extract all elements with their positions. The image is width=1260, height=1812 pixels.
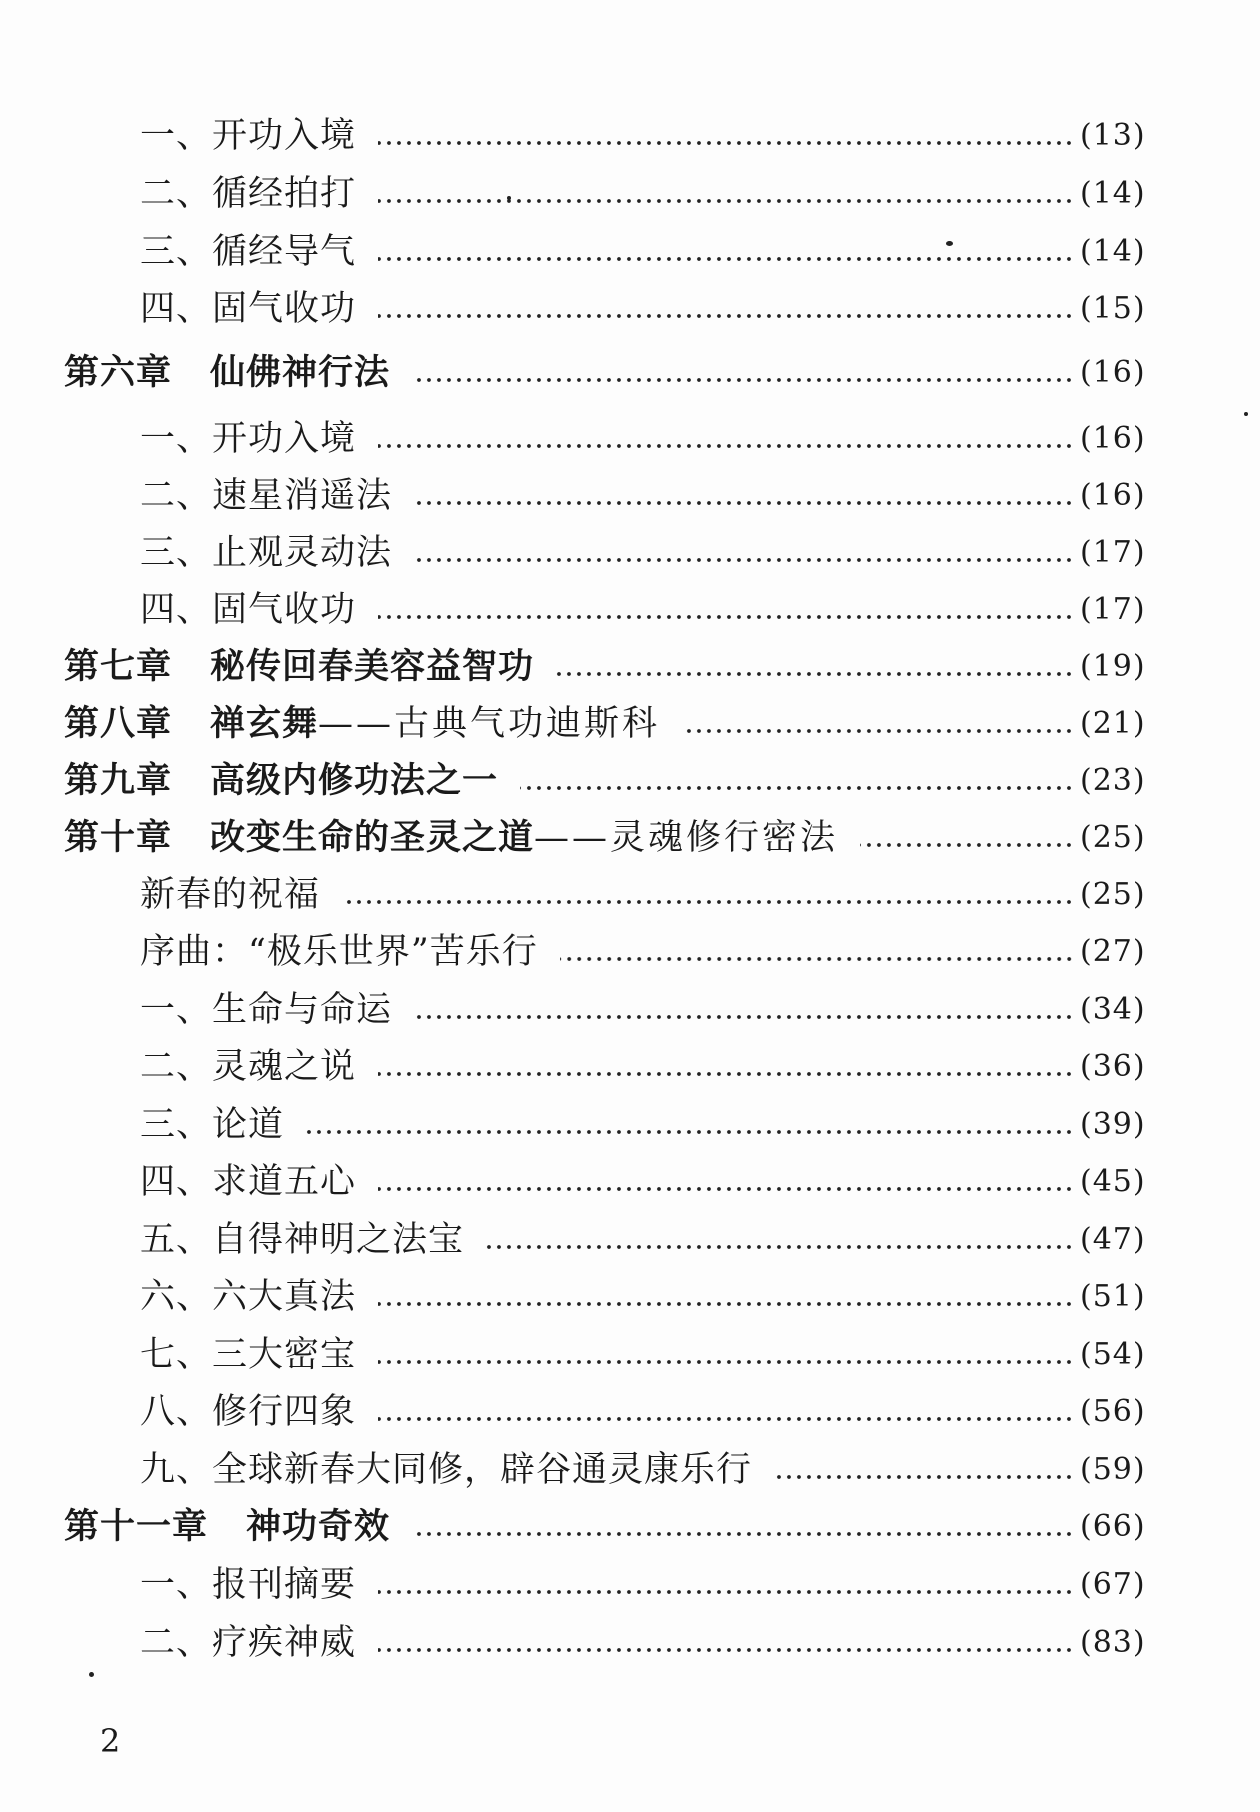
toc-section-entry[interactable] — [140, 1101, 1146, 1149]
section-number: 二、 — [140, 476, 213, 516]
toc-entry-label — [140, 529, 392, 577]
chapter-number: 第六章 — [64, 352, 173, 393]
toc-entry-label — [140, 1331, 356, 1379]
entry-title: 六大真法 — [212, 1277, 357, 1317]
toc-section-entry[interactable] — [140, 285, 1146, 333]
toc-entry-label — [64, 700, 660, 748]
entry-title: 禅玄舞 — [210, 703, 319, 744]
dot-leader — [378, 198, 1074, 204]
page-reference: (17) — [1080, 535, 1146, 570]
page-reference: (27) — [1080, 934, 1146, 969]
entry-title: 高级内修功法之一 — [210, 760, 499, 801]
entry-title: 循经拍打 — [212, 174, 357, 214]
entry-title: 止观灵动法 — [212, 533, 393, 573]
scan-speck — [946, 241, 953, 246]
entry-title: 全球新春大同修，辟谷通灵康乐行 — [212, 1450, 753, 1490]
toc-entry-label — [64, 1503, 390, 1551]
toc-entry-label — [140, 1561, 356, 1609]
page-reference: (39) — [1080, 1107, 1146, 1142]
page-reference: (14) — [1080, 176, 1146, 211]
page-reference: (67) — [1080, 1567, 1146, 1602]
entry-title: 生命与命运 — [212, 990, 393, 1030]
entry-title: 报刊摘要 — [212, 1565, 357, 1605]
toc-entry-label — [140, 112, 356, 160]
chapter-number: 第十一章 — [64, 1506, 209, 1547]
entry-title: 三大密宝 — [212, 1335, 357, 1375]
dot-leader — [556, 671, 1074, 677]
toc-entry-label — [140, 1216, 464, 1264]
entry-title: 速星消遥法 — [212, 476, 393, 516]
chapter-number: 第十章 — [64, 817, 173, 858]
page-reference: (83) — [1080, 1625, 1146, 1660]
dot-leader — [378, 313, 1074, 319]
chapter-number: 第九章 — [64, 760, 173, 801]
entry-title: 疗疾神威 — [212, 1623, 357, 1663]
toc-section-entry[interactable] — [140, 1331, 1146, 1379]
section-number: 四、 — [140, 590, 213, 630]
scan-speck — [89, 1672, 94, 1677]
section-number: 四、 — [140, 1162, 213, 1202]
toc-section-entry[interactable] — [140, 228, 1146, 276]
chapter-number: 第八章 — [64, 703, 173, 744]
toc-chapter-entry[interactable] — [64, 643, 1146, 691]
toc-section-entry[interactable] — [140, 586, 1146, 634]
section-number: 一、 — [140, 419, 213, 459]
dot-leader — [520, 785, 1074, 791]
dot-leader — [378, 256, 1074, 262]
toc-entry-label — [140, 472, 392, 520]
dot-leader — [774, 1474, 1074, 1480]
section-number: 一、 — [140, 116, 213, 156]
page-reference: (25) — [1080, 877, 1146, 912]
toc-entry-label — [140, 928, 538, 976]
entry-title: 序曲：“极乐世界”苦乐行 — [140, 932, 538, 972]
entry-title: 灵魂之说 — [212, 1047, 357, 1087]
toc-entry-label — [140, 170, 356, 218]
toc-chapter-entry[interactable] — [64, 349, 1146, 397]
section-number: 一、 — [140, 990, 213, 1030]
entry-title: 神功奇效 — [246, 1506, 391, 1547]
entry-title: 固气收功 — [212, 289, 357, 329]
page-reference: (66) — [1080, 1509, 1146, 1544]
toc-entry-label — [64, 349, 390, 397]
page-reference: (47) — [1080, 1222, 1146, 1257]
scan-speck — [1244, 412, 1248, 416]
toc-entry-label — [140, 1043, 356, 1091]
page-reference: (51) — [1080, 1279, 1146, 1314]
page-reference: (19) — [1080, 649, 1146, 684]
toc-entry-label — [140, 1273, 356, 1321]
section-number: 四、 — [140, 289, 213, 329]
toc-entry-label — [140, 415, 356, 463]
entry-title: 改变生命的圣灵之道 — [210, 817, 535, 858]
section-number: 二、 — [140, 1623, 213, 1663]
dot-leader — [412, 377, 1074, 383]
toc-entry-label — [140, 871, 320, 919]
page-reference: (45) — [1080, 1164, 1146, 1199]
entry-title: 自得神明之法宝 — [212, 1220, 465, 1260]
toc-section-entry[interactable] — [140, 1216, 1146, 1264]
toc-section-entry[interactable] — [140, 1158, 1146, 1206]
toc-entry-label — [140, 228, 356, 276]
entry-title: 求道五心 — [212, 1162, 357, 1202]
toc-entry-label — [140, 1446, 752, 1494]
toc-entry-label — [140, 586, 356, 634]
toc-entry-label — [140, 1158, 356, 1206]
dot-leader — [306, 1129, 1074, 1135]
page-reference: (17) — [1080, 592, 1146, 627]
page-reference: (23) — [1080, 763, 1146, 798]
toc-chapter-entry[interactable] — [64, 757, 1146, 805]
section-number: 六、 — [140, 1277, 213, 1317]
dot-leader — [560, 956, 1074, 962]
page-reference: (21) — [1080, 706, 1146, 741]
entry-title: 论道 — [212, 1105, 285, 1145]
section-number: 九、 — [140, 1450, 213, 1490]
toc-entry-label — [64, 814, 838, 862]
dot-leader — [414, 1014, 1074, 1020]
dot-leader — [486, 1244, 1074, 1250]
toc-section-entry[interactable] — [140, 1561, 1146, 1609]
entry-title: 循经导气 — [212, 232, 357, 272]
toc-section-entry[interactable] — [140, 986, 1146, 1034]
dot-leader — [378, 1071, 1074, 1077]
toc-entry-label — [140, 1101, 284, 1149]
scan-speck — [507, 196, 511, 200]
dot-leader — [378, 1359, 1074, 1365]
page-reference: (56) — [1080, 1394, 1146, 1429]
dot-leader — [378, 1416, 1074, 1422]
page-reference: (14) — [1080, 234, 1146, 269]
section-number: 二、 — [140, 1047, 213, 1087]
chapter-number: 第七章 — [64, 646, 173, 687]
page-reference: (36) — [1080, 1049, 1146, 1084]
toc-entry-label — [140, 986, 392, 1034]
toc-entry-label — [64, 643, 534, 691]
section-number: 五、 — [140, 1220, 213, 1260]
toc-section-entry[interactable] — [140, 1446, 1146, 1494]
toc-section-entry[interactable] — [140, 529, 1146, 577]
dot-leader — [378, 140, 1074, 146]
entry-title: 开功入境 — [212, 116, 357, 156]
toc-chapter-entry[interactable] — [64, 700, 1146, 748]
page-reference: (59) — [1080, 1452, 1146, 1487]
section-number: 三、 — [140, 533, 213, 573]
dot-leader — [414, 557, 1074, 563]
toc-section-entry[interactable] — [140, 170, 1146, 218]
page-number: 2 — [100, 1722, 121, 1760]
toc-entry-label — [140, 285, 356, 333]
toc-section-entry[interactable] — [140, 871, 1146, 919]
section-number: 三、 — [140, 1105, 213, 1145]
dot-leader — [682, 728, 1074, 734]
toc-section-entry[interactable] — [140, 472, 1146, 520]
toc-section-entry[interactable] — [140, 415, 1146, 463]
section-number: 八、 — [140, 1392, 213, 1432]
toc-section-entry[interactable] — [140, 112, 1146, 160]
page-reference: (54) — [1080, 1337, 1146, 1372]
page-reference: (25) — [1080, 820, 1146, 855]
entry-subtitle: ——灵魂修行密法 — [534, 818, 839, 858]
dot-leader — [378, 614, 1074, 620]
toc-section-entry[interactable] — [140, 1273, 1146, 1321]
dot-leader — [378, 1186, 1074, 1192]
dot-leader — [414, 500, 1074, 506]
entry-title: 仙佛神行法 — [210, 352, 391, 393]
toc-section-entry[interactable] — [140, 1388, 1146, 1436]
page-reference: (15) — [1080, 291, 1146, 326]
toc-section-entry[interactable] — [140, 1043, 1146, 1091]
entry-title: 秘传回春美容益智功 — [210, 646, 535, 687]
section-number: 一、 — [140, 1565, 213, 1605]
entry-subtitle: ——古典气功迪斯科 — [318, 704, 661, 744]
page-reference: (13) — [1080, 118, 1146, 153]
section-number: 三、 — [140, 232, 213, 272]
toc-entry-label — [140, 1388, 356, 1436]
toc-chapter-entry[interactable] — [64, 814, 1146, 862]
dot-leader — [378, 1647, 1074, 1653]
toc-section-entry[interactable] — [140, 928, 1146, 976]
dot-leader — [378, 443, 1074, 449]
toc-section-entry[interactable] — [140, 1619, 1146, 1667]
dot-leader — [378, 1301, 1074, 1307]
section-number: 七、 — [140, 1335, 213, 1375]
page-reference: (16) — [1080, 478, 1146, 513]
dot-leader — [860, 842, 1074, 848]
page-reference: (16) — [1080, 421, 1146, 456]
page-reference: (34) — [1080, 992, 1146, 1027]
dot-leader — [378, 1589, 1074, 1595]
toc-entry-label — [140, 1619, 356, 1667]
entry-title: 固气收功 — [212, 590, 357, 630]
entry-title: 开功入境 — [212, 419, 357, 459]
dot-leader — [342, 899, 1074, 905]
toc-entry-label — [64, 757, 498, 805]
entry-title: 修行四象 — [212, 1392, 357, 1432]
page-reference: (16) — [1080, 355, 1146, 390]
dot-leader — [412, 1531, 1074, 1537]
section-number: 二、 — [140, 174, 213, 214]
entry-title: 新春的祝福 — [140, 875, 321, 915]
toc-chapter-entry[interactable] — [64, 1503, 1146, 1551]
